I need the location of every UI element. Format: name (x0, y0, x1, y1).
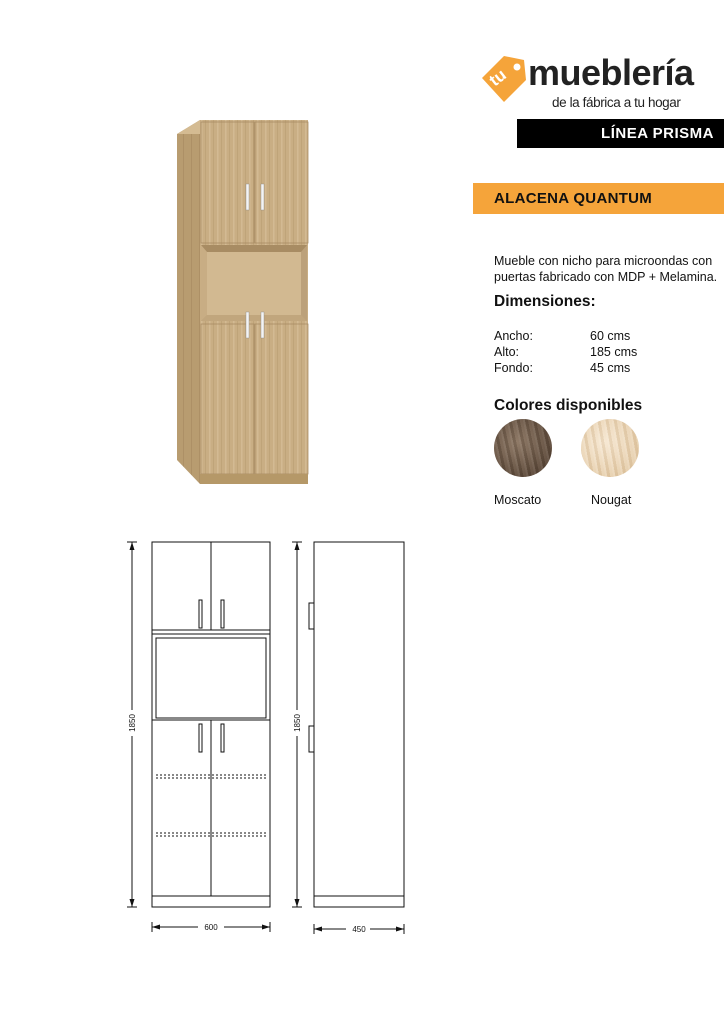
product-title-banner (473, 183, 724, 214)
product-description: Mueble con nicho para microondas con puertas fabricado con MDP + Melamina. (494, 254, 718, 284)
color-name-nougat: Nougat (591, 493, 632, 507)
front-width-label: 600 (204, 923, 218, 932)
front-height-label: 1850 (128, 714, 137, 732)
color-swatch-nougat (581, 419, 639, 477)
dimension-label-height: Alto: (494, 345, 520, 359)
product-title: ALACENA QUANTUM (494, 190, 653, 207)
side-depth-label: 450 (352, 925, 366, 934)
dimension-label-width: Ancho: (494, 329, 533, 343)
product-render-image (165, 112, 315, 492)
brand-name: mueblería (528, 52, 694, 93)
color-name-moscato: Moscato (494, 493, 542, 507)
color-swatch-moscato (494, 419, 552, 477)
dimension-value-depth: 45 cms (590, 361, 631, 375)
brand-tag-text: tu (485, 65, 510, 91)
dimension-label-depth: Fondo: (494, 361, 533, 375)
colors-heading: Colores disponibles (494, 397, 643, 414)
technical-drawing (110, 530, 420, 950)
side-height-label: 1850 (293, 714, 302, 732)
side-view-outline (314, 542, 404, 907)
line-title: LÍNEA PRISMA (601, 125, 714, 142)
brand-tagline: de la fábrica a tu hogar (552, 95, 681, 110)
dimension-value-height: 185 cms (590, 345, 638, 359)
dimension-value-width: 60 cms (590, 329, 631, 343)
dimensions-heading: Dimensiones: (494, 293, 596, 310)
line-banner (517, 119, 724, 148)
